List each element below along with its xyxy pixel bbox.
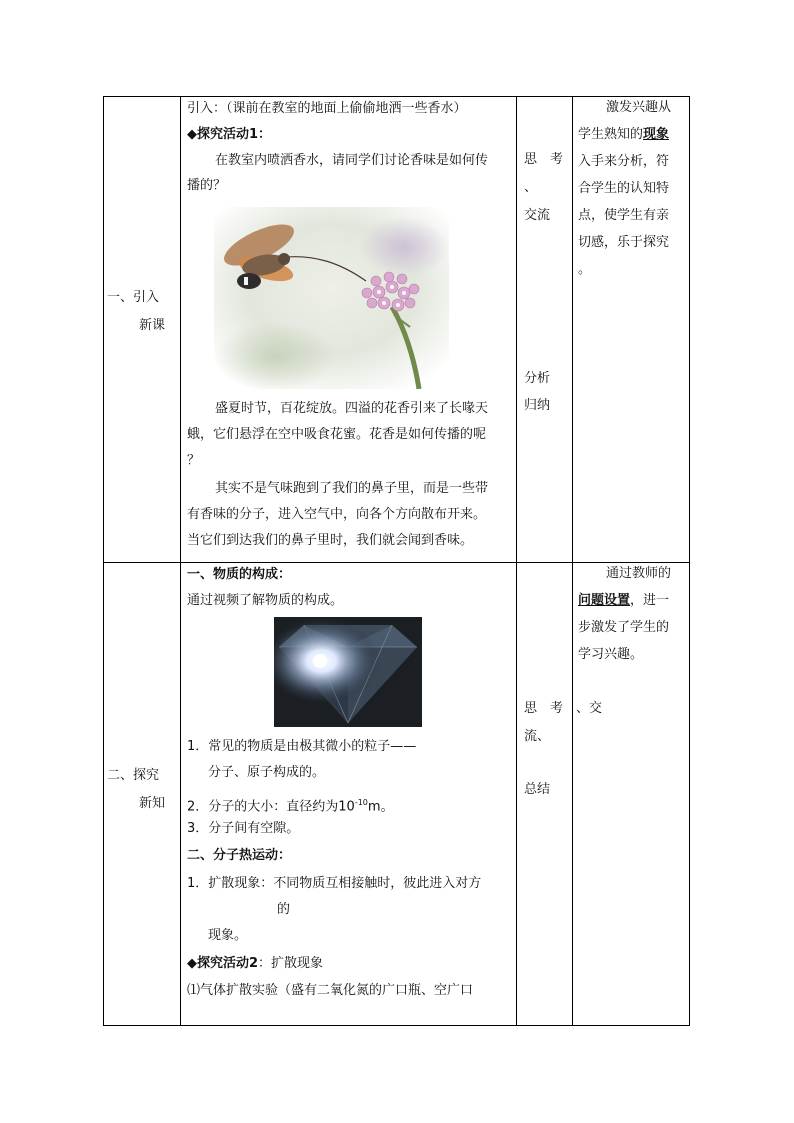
row-divider [104,562,689,563]
experiment-text: ⑴气体扩散实验（盛有二氧化氮的广口瓶、空广口 [187,983,474,998]
design-intent: 步激发了学生的 [578,620,670,635]
student-activity: 流、 [524,729,551,744]
student-activity: 思 考 [524,152,564,167]
diffusion-definition: 现象。 [208,928,248,943]
lesson-plan-table [103,96,690,1026]
activity1-text: 播的？ [187,178,227,193]
item-1: 分子、原子构成的。 [208,765,326,780]
heading-thermal-motion: 二、分子热运动： [187,848,292,863]
video-text: 通过视频了解物质的构成。 [187,593,344,608]
diffusion-definition: 1．扩散现象：不同物质互相接触时，彼此进入对方 [187,876,482,891]
design-intent: 学习兴趣。 [578,647,644,662]
explanation-text: 当它们到达我们的鼻子里时，我们就会闻到香味。 [187,533,474,548]
design-intent: 点，使学生有亲 [578,208,670,223]
section-label: 二、探究 [107,768,160,783]
student-activity: 交流 [524,208,551,223]
student-activity: 、 [524,180,538,195]
section-label: 新知 [139,796,166,811]
diamond-video-still [274,617,422,727]
activity2-title: ◆探究活动2：扩散现象 [187,956,324,971]
explanation-text: 其实不是气味跑到了我们的鼻子里，而是一些带 [215,481,489,496]
design-intent: 学生熟知的现象 [578,127,670,142]
item-1: 1．常见的物质是由极其微小的粒子—— [187,739,417,754]
student-activity: 思 考 、交 [524,701,603,716]
activity1-title: ◆探究活动1： [187,127,272,142]
photo-description: ？ [187,453,201,468]
column-divider [516,97,517,1025]
activity1-text: 在教室内喷洒香水，请同学们讨论香味是如何传 [215,153,489,168]
design-intent: 通过教师的 [606,566,672,581]
diffusion-definition: 的 [277,902,291,917]
photo-description: 蛾，它们悬浮在空中吸食花蜜。花香是如何传播的呢 [187,427,487,442]
design-intent: 合学生的认知特 [578,181,670,196]
column-divider [572,97,573,1025]
hawk-moth-flower-photo [214,207,449,389]
section-label: 新课 [139,318,166,333]
student-activity: 分析 [524,371,551,386]
design-intent: 切感，乐于探究 [578,235,670,250]
item-3: 3．分子间有空隙。 [187,821,300,836]
item-2: 2．分子的大小：直径约为$10^{-10}m$。 [187,798,394,815]
design-intent: 激发兴趣从 [606,100,672,115]
heading-matter-structure: 一、物质的构成： [187,567,292,582]
design-intent: 入手来分析，符 [578,154,670,169]
explanation-text: 有香味的分子，进入空气中，向各个方向散布开来。 [187,507,487,522]
photo-description: 盛夏时节，百花绽放。四溢的花香引来了长喙天 [215,401,489,416]
student-activity: 归纳 [524,398,551,413]
intro-text: 引入：（课前在教室的地面上偷偷地洒一些香水） [187,101,467,116]
design-intent: 。 [578,262,592,277]
design-intent: 问题设置，进一 [578,593,670,608]
student-activity: 总结 [524,782,551,797]
column-divider [180,97,181,1025]
section-label: 一、引入 [107,290,160,305]
